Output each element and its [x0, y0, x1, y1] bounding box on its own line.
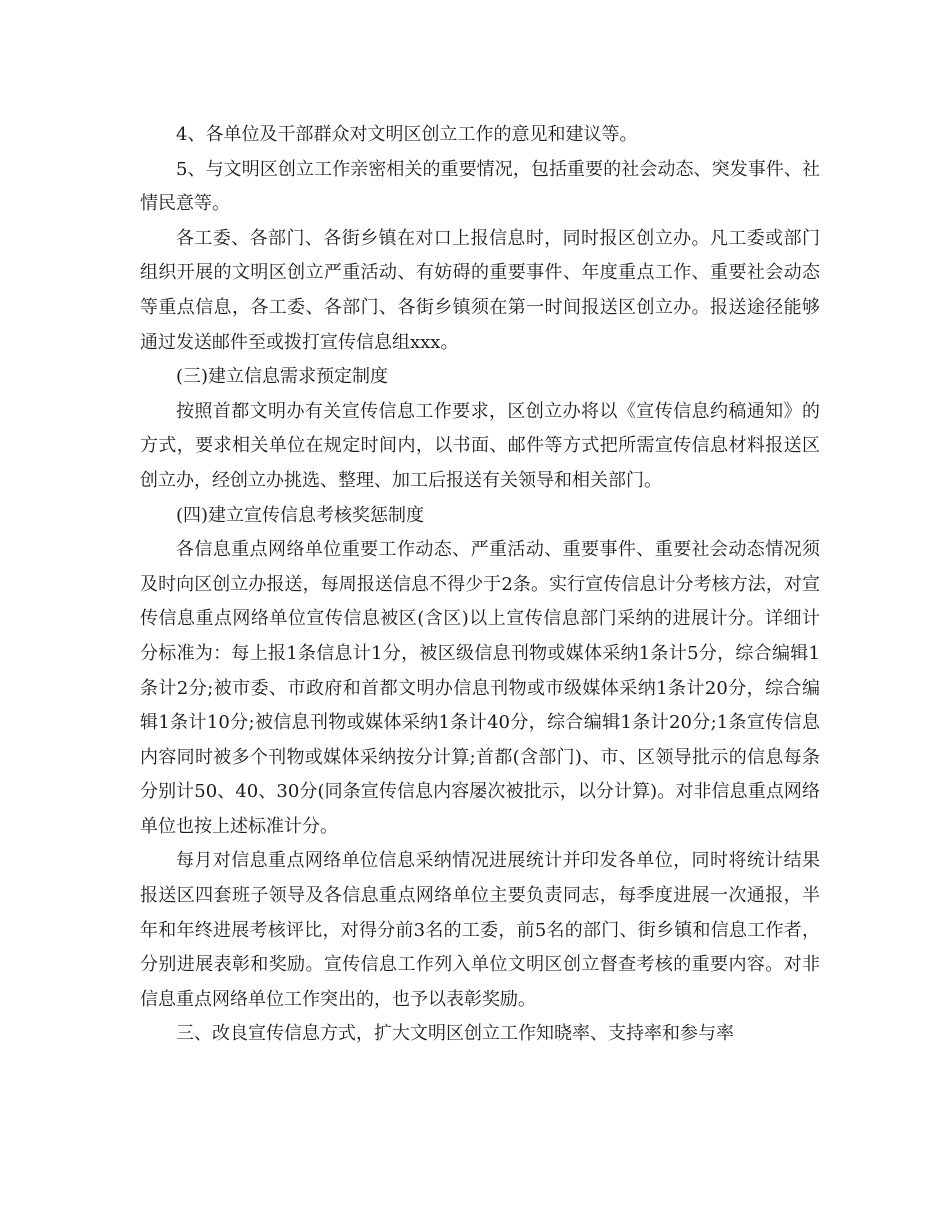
paragraph-item-4: 4、各单位及干部群众对文明区创立工作的意见和建议等。	[176, 124, 638, 145]
section-heading-3: (三)建立信息需求预定制度	[176, 366, 389, 388]
document-body	[140, 118, 820, 1052]
section-heading-three: 三、改良宣传信息方式，扩大文明区创立工作知晓率、支持率和参与率	[176, 1023, 734, 1045]
paragraph-scoring: 各信息重点网络单位重要工作动态、严重活动、重要事件、重要社会动态情况须及时向区创立办报送，每周报送信息不得少于2条。实行宣传信息计分考核方法，对宣传信息重点网络单位宣传信息被区(含区)以上宣传信息部门采纳的进展计分。详细计分标准为：每上报1条信息计1分，被区级信息刊物或媒体采纳1条计5分，综合编辑1条计2分;被市委、市政府和首都文明办信息刊物或市级媒体采纳1条计20分，综合编辑1条计10分;被信息刊物或媒体采纳1条计40分，综合编辑1条计20分;1条宣传信息内容同时被多个刊物或媒体采纳按分计算;首都(含部门)、市、区领导批示的信息每条分别计50、40、30分(同条宣传信息内容屡次被批示，以分计算)。对非信息重点网络单位也按上述标准计分。	[140, 539, 820, 837]
paragraph-item-5: 5、与文明区创立工作亲密相关的重要情况，包括重要的社会动态、突发事件、社情民意等。	[140, 158, 820, 215]
paragraph-reporting: 各工委、各部门、各街乡镇在对口上报信息时，同时报区创立办。凡工委或部门组织开展的文明区创立严重活动、有妨碍的重要事件、年度重点工作、重要社会动态等重点信息，各工委、各部门、各街乡镇须在第一时间报送区创立办。报送途径能够通过发送邮件至或拨打宣传信息组xxx。	[140, 227, 820, 353]
paragraph-booking: 按照首都文明办有关宣传信息工作要求，区创立办将以《宣传信息约稿通知》的方式，要求相关单位在规定时间内，以书面、邮件等方式把所需宣传信息材料报送区创立办，经创立办挑选、整理、加工后报送有关领导和相关部门。	[140, 400, 820, 491]
paragraph-monthly-stats: 每月对信息重点网络单位信息采纳情况进展统计并印发各单位，同时将统计结果报送区四套班子领导及各信息重点网络单位主要负责同志，每季度进展一次通报，半年和年终进展考核评比，对得分前3名的工委，前5名的部门、街乡镇和信息工作者，分别进展表彰和奖励。宣传信息工作列入单位文明区创立督查考核的重要内容。对非信息重点网络单位工作突出的，也予以表彰奖励。	[140, 850, 820, 1010]
section-heading-4: (四)建立宣传信息考核奖惩制度	[176, 504, 425, 526]
